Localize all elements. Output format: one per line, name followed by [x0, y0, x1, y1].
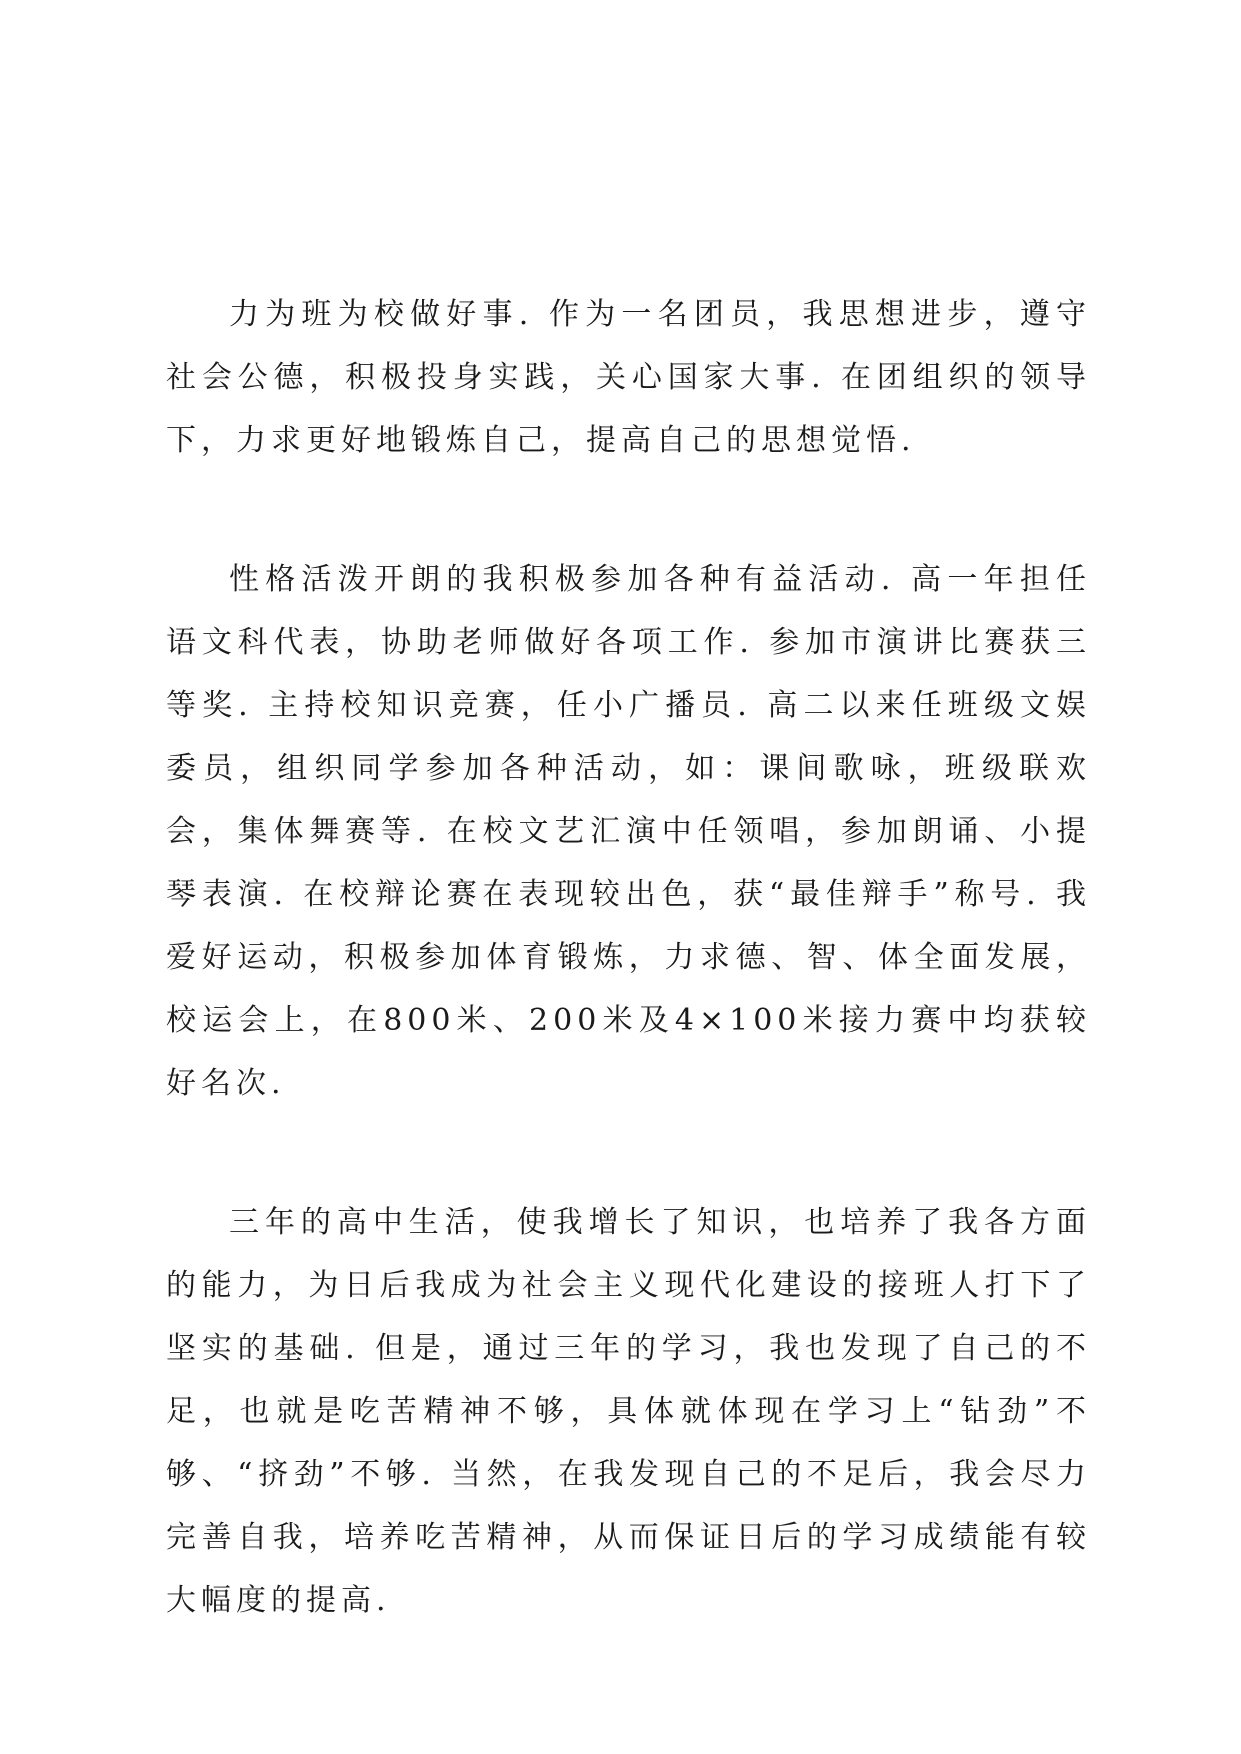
- document-body: [166, 283, 1091, 1632]
- paragraph-1: 力为班为校做好事. 作为一名团员，我思想进步，遵守社会公德，积极投身实践，关心国家大事. 在团组织的领导下，力求更好地锻炼自己，提高自己的思想觉悟.: [166, 297, 1091, 458]
- paragraph-3: 三年的高中生活，使我增长了知识，也培养了我各方面的能力，为日后我成为社会主义现代化建设的接班人打下了坚实的基础. 但是，通过三年的学习，我也发现了自己的不足，也就是吃苦精神不够，具体就体现在学习上“钻劲”不够、“挤劲”不够. 当然，在我发现自己的不足后，我会尽力完善自我，培养吃苦精神，从而保证日后的学习成绩能有较大幅度的提高.: [166, 1205, 1091, 1618]
- paragraph-2: 性格活泼开朗的我积极参加各种有益活动. 高一年担任语文科代表，协助老师做好各项工作. 参加市演讲比赛获三等奖. 主持校知识竞赛，任小广播员. 高二以来任班级文娱委员，组织同学参加各种活动，如：课间歌咏，班级联欢会，集体舞赛等. 在校文艺汇演中任领唱，参加朗诵、小提琴表演. 在校辩论赛在表现较出色，获“最佳辩手”称号. 我爱好运动，积极参加体育锻炼，力求德、智、体全面发展，校运会上，在800米、200米及4×100米接力赛中均获较好名次.: [166, 562, 1091, 1101]
